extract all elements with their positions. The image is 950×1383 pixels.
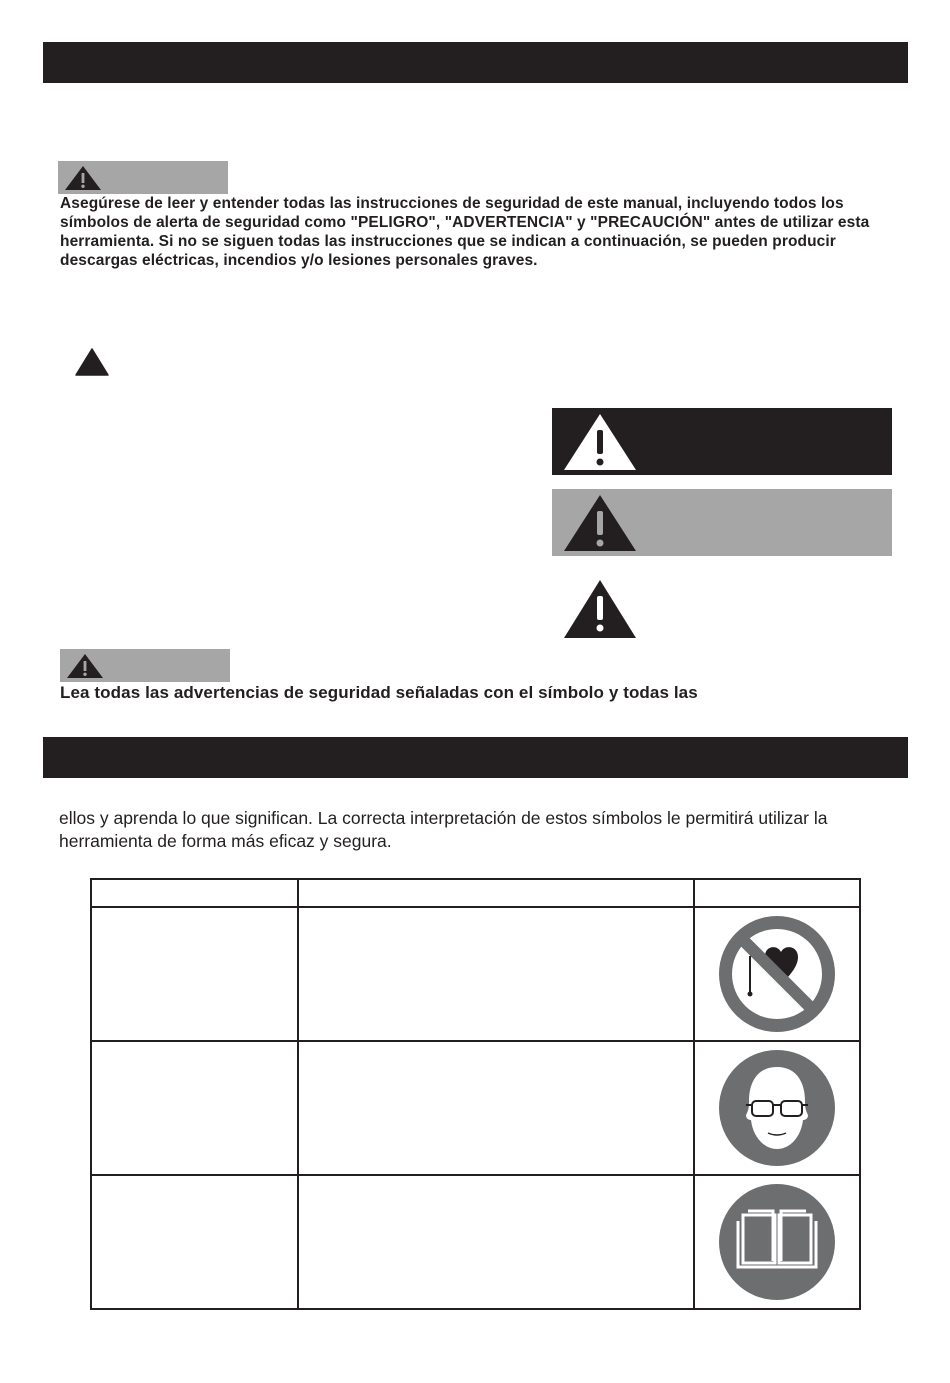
warning-triangle-icon [562,412,638,472]
warning-label-tab [60,649,230,682]
safety-alert-symbol-icon [74,347,110,377]
table-header-row [91,879,860,907]
signal-danger-panel [552,408,892,475]
header-cell-meaning [298,879,694,907]
table-cell [298,1041,694,1175]
safety-warning-paragraph: Lea todas las advertencias de seguridad señaladas con el símbolo y todas las [60,683,698,702]
symbols-intro-text: ellos y aprenda lo que significan. La correcta interpretación de estos símbolos le permitirá utilizar la herramienta de forma más eficaz y segura. [59,808,828,851]
section-header-bar [43,737,908,778]
table-row [91,907,860,1041]
warning-triangle-icon [562,493,638,553]
table-cell [694,1175,860,1309]
warning-triangle-icon [65,652,105,680]
table-cell [694,907,860,1041]
safety-warning-paragraph: Asegúrese de leer y entender todas las instrucciones de seguridad de este manual, incluyendo todos los símbolos de alerta de seguridad como "PELIGRO", "ADVERTENCIA" y "PRECAUCIÓN" antes de utilizar esta herramienta. Si no se siguen todas las instrucciones que se indican a continuación, se pueden producir descargas eléctricas, incendios y/o lesiones personales graves. [60,195,870,269]
section-header-bar [43,42,908,83]
warning-label-tab [58,161,228,194]
wear-eye-protection-icon [718,1049,836,1167]
signal-caution-panel [552,572,892,639]
table-row [91,1041,860,1175]
table-cell [91,1175,298,1309]
warning-triangle-icon [562,576,638,638]
no-pacemaker-icon [717,914,837,1034]
signal-warning-panel [552,489,892,556]
table-cell [298,907,694,1041]
header-cell-symbol [91,879,298,907]
table-row [91,1175,860,1309]
warning-triangle-icon [63,164,103,192]
read-manual-icon [718,1183,836,1301]
table-cell [91,1041,298,1175]
table-cell [694,1041,860,1175]
table-cell [91,907,298,1041]
symbols-table [90,878,861,1310]
table-cell [298,1175,694,1309]
header-cell-icon [694,879,860,907]
